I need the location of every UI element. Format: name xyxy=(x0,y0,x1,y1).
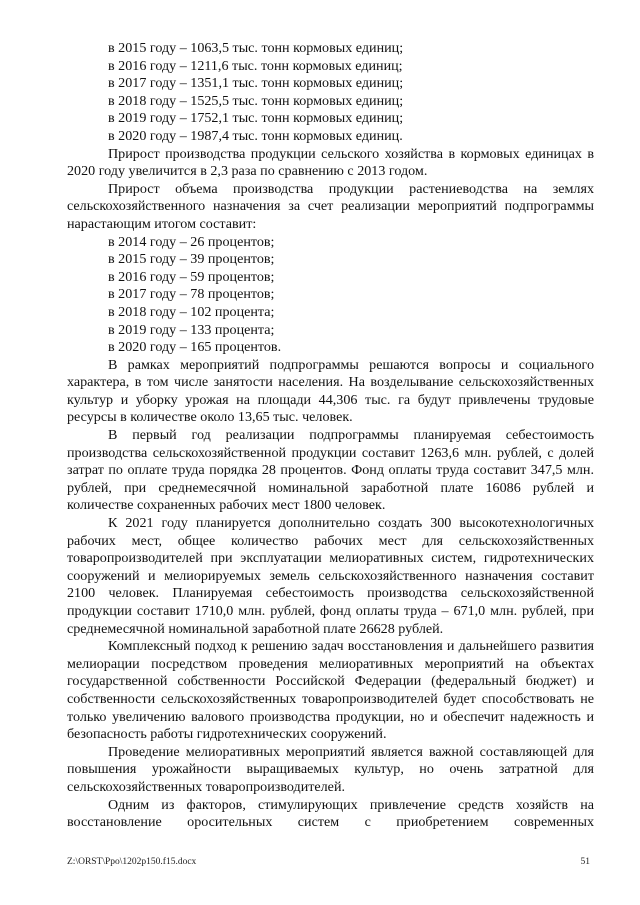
list-item: в 2019 году – 133 процента; xyxy=(108,321,275,338)
file-path: Z:\ORST\Ppo\1202p150.f15.docx xyxy=(67,857,197,867)
percent-growth-list xyxy=(67,234,594,357)
list-item: в 2016 году – 59 процентов; xyxy=(108,268,275,285)
paragraph-first-year: В первый год реализации подпрограммы планируемая себестоимость производства сельскохозяйственной продукции составит 1263,6 млн. рублей, с долей затрат по оплате труда порядка 28 процентов. Фонд оплаты труда составит 347,5 млн. рублей, при среднемесячной номинальной заработной плате 16086 рублей и количестве сохраненных рабочих мест 1800 человек. xyxy=(67,427,594,514)
document-body xyxy=(67,40,594,832)
list-item: в 2020 году – 165 процентов. xyxy=(108,339,282,356)
list-item: в 2015 году – 39 процентов; xyxy=(108,251,275,268)
paragraph-social: В рамках мероприятий подпрограммы решаются вопросы и социального характера, в том числе занятости населения. На возделывание сельскохозяйственных культур и уборку урожая на площади 44,306 тыс. га будут привлечены трудовые ресурсы в количестве около 13,65 тыс. человек. xyxy=(67,356,594,426)
list-item: в 2020 году – 1987,4 тыс. тонн кормовых единиц. xyxy=(108,127,403,144)
list-item: в 2015 году – 1063,5 тыс. тонн кормовых единиц; xyxy=(108,40,404,56)
list-item: в 2014 году – 26 процентов; xyxy=(108,233,275,250)
list-item: в 2018 году – 1525,5 тыс. тонн кормовых единиц; xyxy=(108,92,404,109)
paragraph-2021-jobs: К 2021 году планируется дополнительно создать 300 высокотехнологичных рабочих мест, общее количество рабочих мест для сельскохозяйственных товаропроизводителей при эксплуатации мелиоративных систем, гидротехнических сооружений и мелиорируемых земель сельскохозяйственного назначения составит 2100 человек. Планируемая себестоимость производства сельскохозяйственной продукции составит 1710,0 млн. рублей, фонд оплаты труда – 671,0 млн. рублей, при среднемесячной номинальной заработной плате 26628 рублей. xyxy=(67,515,594,637)
fodder-units-list xyxy=(67,40,594,146)
paragraph-growth: Прирост производства продукции сельского хозяйства в кормовых единицах в 2020 году увеличится в 2,3 раза по сравнению с 2013 годом. xyxy=(67,145,594,180)
list-item: в 2017 году – 78 процентов; xyxy=(108,286,275,303)
paragraph-factors: Одним из факторов, стимулирующих привлечение средств хозяйств на восстановление оросительных систем с приобретением современных xyxy=(67,796,594,831)
paragraph-complex-approach: Комплексный подход к решению задач восстановления и дальнейшего развития мелиорации посредством проведения мелиоративных мероприятий на объектах государственной собственности Российской Федерации (федеральный бюджет) и собственности сельскохозяйственных товаропроизводителей будет способствовать не только увеличению валового производства продукции, но и обеспечит надежность и безопасность работы гидротехнических сооружений. xyxy=(67,638,594,743)
paragraph-crop-production: Прирост объема производства продукции растениеводства на землях сельскохозяйственного назначения за счет реализации мероприятий подпрограммы нарастающим итогом составит: xyxy=(67,180,594,232)
list-item: в 2017 году – 1351,1 тыс. тонн кормовых единиц; xyxy=(108,75,404,92)
page-number: 51 xyxy=(580,857,590,867)
list-item: в 2018 году – 102 процента; xyxy=(108,303,275,320)
paragraph-reclamation-measures: Проведение мелиоративных мероприятий является важной составляющей для повышения урожайности выращиваемых культур, но очень затратной для сельскохозяйственных товаропроизводителей. xyxy=(67,743,594,795)
list-item: в 2019 году – 1752,1 тыс. тонн кормовых единиц; xyxy=(108,110,404,127)
list-item: в 2016 году – 1211,6 тыс. тонн кормовых единиц; xyxy=(108,57,403,74)
